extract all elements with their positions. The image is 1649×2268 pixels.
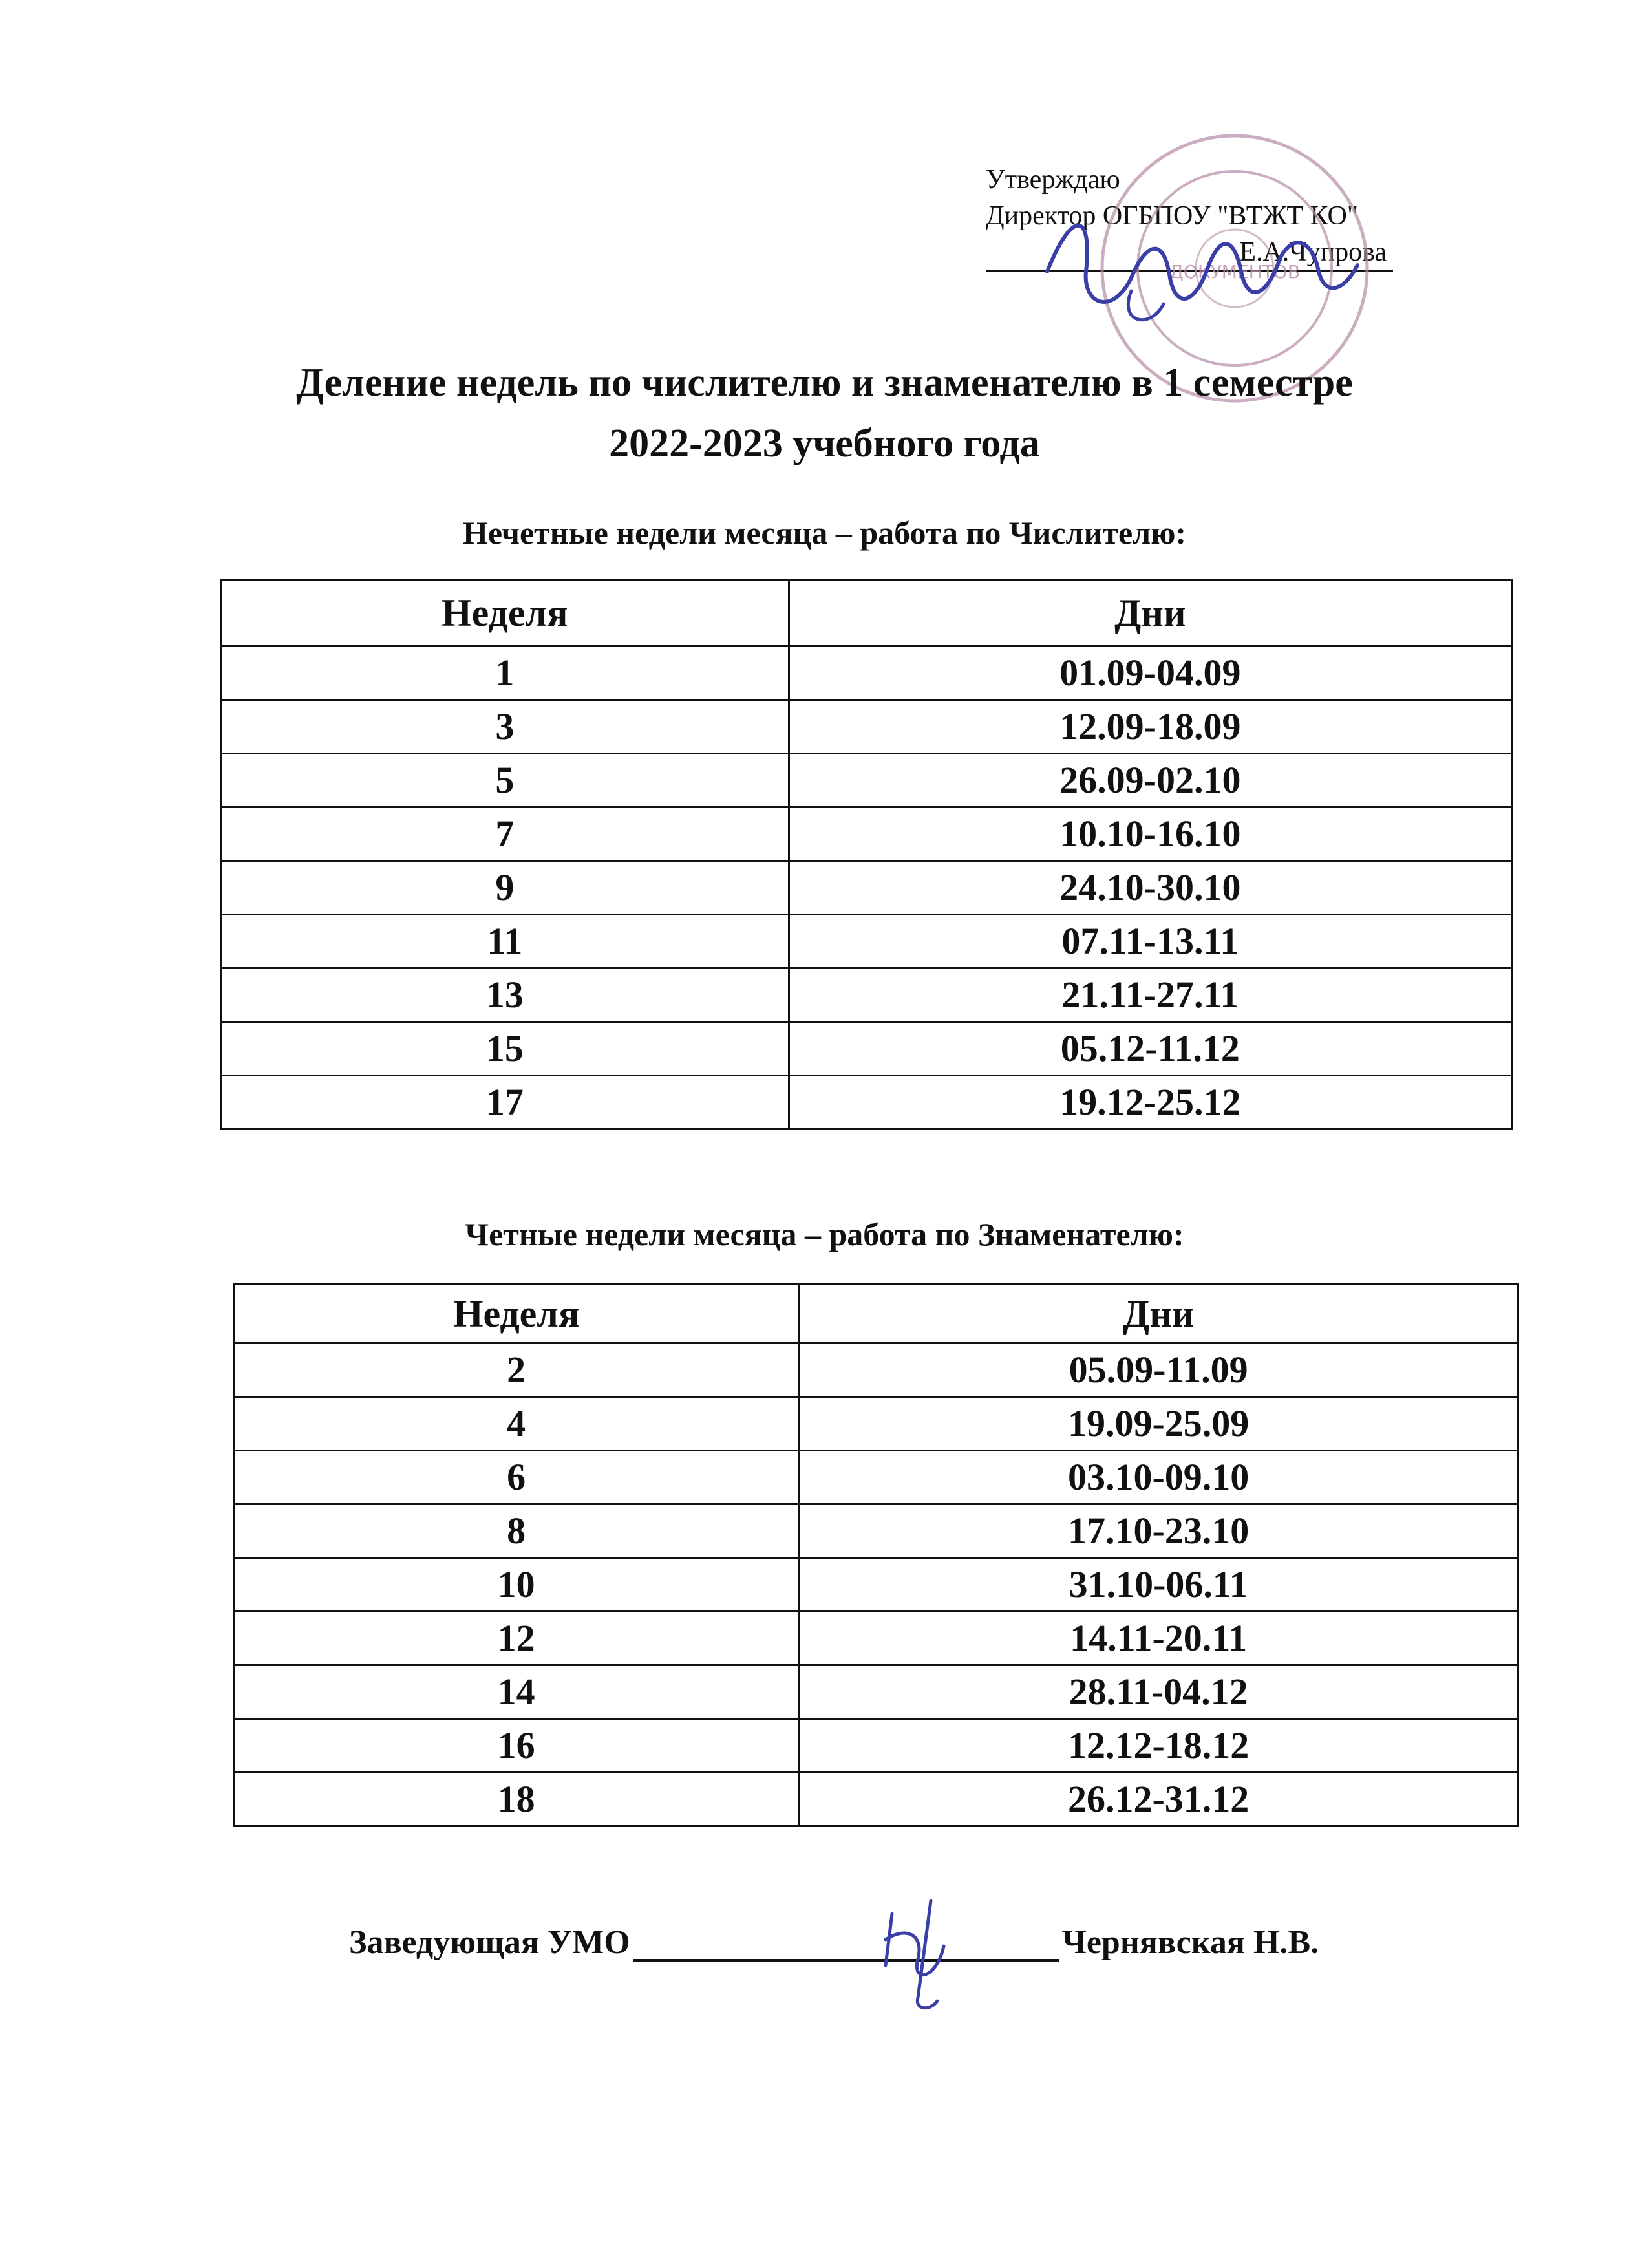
column-header-days: Дни: [799, 1285, 1518, 1343]
week-number: 9: [221, 861, 789, 915]
week-days: 03.10-09.10: [799, 1451, 1518, 1504]
signature-line: [633, 1927, 1059, 1962]
week-number: 3: [221, 700, 789, 754]
week-days: 05.09-11.09: [799, 1343, 1518, 1397]
week-number: 10: [234, 1558, 799, 1612]
column-header-week: Неделя: [234, 1285, 799, 1343]
week-number: 7: [221, 808, 789, 861]
footer-name: Чернявская Н.В.: [1061, 1924, 1319, 1961]
week-days: 12.09-18.09: [789, 700, 1511, 754]
table-row: [234, 1397, 1518, 1451]
week-number: 1: [221, 647, 789, 700]
week-number: 6: [234, 1451, 799, 1504]
week-days: 26.12-31.12: [799, 1773, 1518, 1826]
week-days: 28.11-04.12: [799, 1665, 1518, 1719]
table-row: [221, 808, 1512, 861]
week-days: 21.11-27.11: [789, 968, 1511, 1022]
table-row: [221, 915, 1512, 968]
approval-label: Утверждаю: [986, 165, 1120, 195]
week-number: 5: [221, 754, 789, 808]
week-days: 19.09-25.09: [799, 1397, 1518, 1451]
table-row: [221, 1076, 1512, 1129]
week-days: 10.10-16.10: [789, 808, 1511, 861]
column-header-week: Неделя: [221, 580, 789, 647]
table-row: [234, 1719, 1518, 1773]
table-row: [221, 968, 1512, 1022]
week-number: 16: [234, 1719, 799, 1773]
week-days: 14.11-20.11: [799, 1612, 1518, 1665]
title-line-1: Деление недель по числителю и знаменателю в 1 семестре: [296, 361, 1353, 405]
table-row: [234, 1504, 1518, 1558]
director-signature: [1034, 194, 1370, 336]
even-weeks-heading: Четные недели месяца – работа по Знаменателю:: [465, 1216, 1184, 1252]
week-days: 19.12-25.12: [789, 1076, 1511, 1129]
week-days: 24.10-30.10: [789, 861, 1511, 915]
week-days: 26.09-02.10: [789, 754, 1511, 808]
table-row: [234, 1451, 1518, 1504]
week-days: 07.11-13.11: [789, 915, 1511, 968]
week-number: 8: [234, 1504, 799, 1558]
approval-name: Е.А.Чупрова: [986, 234, 1393, 272]
week-days: 01.09-04.09: [789, 647, 1511, 700]
table-row: [234, 1773, 1518, 1826]
table-row: [221, 754, 1512, 808]
approval-position: Директор ОГБПОУ "ВТЖТ КО": [986, 201, 1358, 231]
week-number: 13: [221, 968, 789, 1022]
week-number: 14: [234, 1665, 799, 1719]
week-days: 17.10-23.10: [799, 1504, 1518, 1558]
odd-weeks-table: [220, 579, 1513, 1130]
title-line-2: 2022-2023 учебного года: [609, 422, 1040, 465]
week-number: 17: [221, 1076, 789, 1129]
footer-position: Заведующая УМО: [349, 1924, 630, 1961]
umo-signature: [853, 1888, 983, 2017]
table-row: [221, 861, 1512, 915]
table-header-row: [221, 580, 1512, 647]
table-row: [234, 1665, 1518, 1719]
table-header-row: [234, 1285, 1518, 1343]
table-row: [234, 1558, 1518, 1612]
odd-weeks-heading: Нечетные недели месяца – работа по Числителю:: [462, 515, 1187, 551]
table-row: [234, 1343, 1518, 1397]
week-days: 05.12-11.12: [789, 1022, 1511, 1076]
week-number: 15: [221, 1022, 789, 1076]
table-row: [221, 647, 1512, 700]
document-title: [0, 352, 1649, 474]
even-weeks-table: [233, 1283, 1519, 1827]
seal-text: ДОКУМЕНТОВ: [1169, 261, 1301, 283]
week-number: 18: [234, 1773, 799, 1826]
week-number: 2: [234, 1343, 799, 1397]
week-number: 11: [221, 915, 789, 968]
week-days: 31.10-06.11: [799, 1558, 1518, 1612]
column-header-days: Дни: [789, 580, 1511, 647]
week-days: 12.12-18.12: [799, 1719, 1518, 1773]
week-number: 12: [234, 1612, 799, 1665]
week-number: 4: [234, 1397, 799, 1451]
table-row: [234, 1612, 1518, 1665]
table-row: [221, 700, 1512, 754]
table-row: [221, 1022, 1512, 1076]
